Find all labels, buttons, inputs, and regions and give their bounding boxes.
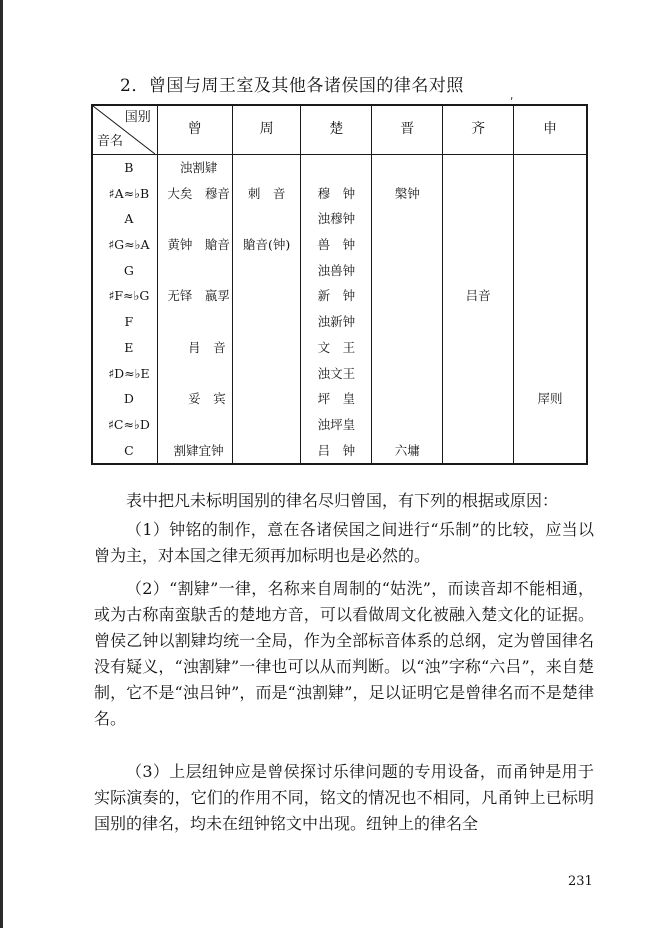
table-cell-shen bbox=[514, 309, 587, 335]
table-cell-shen: 屖则 bbox=[514, 386, 587, 412]
table-cell-note: F bbox=[92, 309, 157, 335]
table-cell-zhou bbox=[232, 386, 301, 412]
table-cell-qi bbox=[443, 361, 514, 387]
table-cell-note: G bbox=[92, 258, 157, 284]
table-cell-shen bbox=[514, 181, 587, 207]
col-header-qi: 齐 bbox=[443, 105, 514, 155]
table-cell-zhou bbox=[232, 335, 301, 361]
col-header-jin: 晋 bbox=[372, 105, 443, 155]
table-cell-chu: 坪 皇 bbox=[301, 386, 372, 412]
table-cell-qi bbox=[443, 309, 514, 335]
page-number: 231 bbox=[568, 874, 593, 889]
table-cell-qi bbox=[443, 206, 514, 232]
table-cell-zeng bbox=[157, 412, 232, 438]
table-cell-shen bbox=[514, 438, 587, 465]
table-cell-chu: 浊兽钟 bbox=[301, 258, 372, 284]
paragraph-intro: 表中把凡未标明国别的律名尽归曾国，有下列的根据或原因： bbox=[126, 491, 559, 510]
table-header-row bbox=[92, 105, 587, 155]
table-cell-qi bbox=[443, 181, 514, 207]
table-cell-zhou bbox=[232, 258, 301, 284]
table-cell-note: C bbox=[92, 438, 157, 465]
pitch-name-table bbox=[91, 104, 588, 465]
table-cell-note: B bbox=[92, 155, 157, 181]
table-row bbox=[92, 309, 587, 335]
table-cell-zeng: 妥 宾 bbox=[157, 386, 232, 412]
table-cell-zhou: 刺 音 bbox=[232, 181, 301, 207]
table-row bbox=[92, 258, 587, 284]
table-cell-note: ♯A≈♭B bbox=[92, 181, 157, 207]
table-cell-shen bbox=[514, 361, 587, 387]
table-cell-shen bbox=[514, 412, 587, 438]
table-cell-note: ♯F≈♭G bbox=[92, 283, 157, 309]
table-cell-zhou bbox=[232, 309, 301, 335]
table-cell-jin: 槃钟 bbox=[372, 181, 443, 207]
table-cell-qi bbox=[443, 335, 514, 361]
table-cell-zhou bbox=[232, 283, 301, 309]
table-cell-qi: 吕音 bbox=[443, 283, 514, 309]
table-cell-chu: 文 王 bbox=[301, 335, 372, 361]
table-cell-zeng bbox=[157, 309, 232, 335]
table-cell-shen bbox=[514, 155, 587, 181]
table-cell-chu: 穆 钟 bbox=[301, 181, 372, 207]
table-cell-qi bbox=[443, 232, 514, 258]
table-cell-note: E bbox=[92, 335, 157, 361]
table-cell-qi bbox=[443, 386, 514, 412]
section-heading: 2．曾国与周王室及其他各诸侯国的律名对照 bbox=[120, 76, 464, 96]
header-pitch-label: 音名 bbox=[97, 134, 124, 149]
table-cell-chu: 浊穆钟 bbox=[301, 206, 372, 232]
col-header-chu: 楚 bbox=[301, 105, 372, 155]
table-cell-zeng bbox=[157, 361, 232, 387]
table-row bbox=[92, 232, 587, 258]
table-row bbox=[92, 283, 587, 309]
table-row bbox=[92, 412, 587, 438]
table-cell-shen bbox=[514, 258, 587, 284]
table-cell-jin: 六墉 bbox=[372, 438, 443, 465]
table-cell-shen bbox=[514, 335, 587, 361]
table-cell-zeng: 大矣 穆音 bbox=[157, 181, 232, 207]
table-cell-note: ♯D≈♭E bbox=[92, 361, 157, 387]
table-cell-jin bbox=[372, 258, 443, 284]
table-cell-chu: 浊文王 bbox=[301, 361, 372, 387]
paragraph-reason-2: （2）“割肄”一律，名称来自周制的“姑洗”，而读音却不能相通，或为古称南蛮鴃舌的楚地方音，可以看做周文化被融入楚文化的证据。曾侯乙钟以割肄均统一全局，作为全部标音体系的总纲，定为曾国律名没有疑义，“浊割肄”一律也可以从而判断。以“浊”字称“六吕”，来自楚制，它不是“浊吕钟”，而是“浊割肄”，足以证明它是曾律名而不是楚律名。 bbox=[94, 579, 594, 728]
table-cell-chu: 兽 钟 bbox=[301, 232, 372, 258]
table-cell-jin bbox=[372, 412, 443, 438]
table-row bbox=[92, 155, 587, 181]
table-cell-jin bbox=[372, 206, 443, 232]
table-cell-zeng: 黄钟 賶音 bbox=[157, 232, 232, 258]
table-cell-shen bbox=[514, 232, 587, 258]
table-cell-note: ♯G≈♭A bbox=[92, 232, 157, 258]
table-cell-zhou: 賶音(钟) bbox=[232, 232, 301, 258]
table-cell-zeng bbox=[157, 206, 232, 232]
table-cell-zhou bbox=[232, 412, 301, 438]
table-cell-chu: 吕 钟 bbox=[301, 438, 372, 465]
table-cell-shen bbox=[514, 283, 587, 309]
table-cell-chu: 浊新钟 bbox=[301, 309, 372, 335]
table-cell-note: D bbox=[92, 386, 157, 412]
table-cell-chu: 新 钟 bbox=[301, 283, 372, 309]
table-cell-zeng: 割肄宜钟 bbox=[157, 438, 232, 465]
table-cell-jin bbox=[372, 335, 443, 361]
table-row bbox=[92, 206, 587, 232]
table-cell-zeng: 肙 音 bbox=[157, 335, 232, 361]
header-country-label: 国别 bbox=[124, 110, 151, 125]
table-row bbox=[92, 386, 587, 412]
table-row bbox=[92, 438, 587, 465]
table-cell-jin bbox=[372, 386, 443, 412]
table-cell-qi bbox=[443, 155, 514, 181]
table-cell-jin bbox=[372, 283, 443, 309]
paragraph-reason-3: （3）上层纽钟应是曾侯探讨乐律问题的专用设备，而甬钟是用于实际演奏的，它们的作用不同，铭文的情况也不相同，凡甬钟上已标明国别的律名，均未在纽钟铭文中出现。纽钟上的律名全 bbox=[94, 762, 594, 833]
table-cell-jin bbox=[372, 155, 443, 181]
table-cell-qi bbox=[443, 438, 514, 465]
table-cell-jin bbox=[372, 309, 443, 335]
table-cell-chu bbox=[301, 155, 372, 181]
table-cell-zhou bbox=[232, 206, 301, 232]
table-cell-zhou bbox=[232, 155, 301, 181]
table-cell-qi bbox=[443, 258, 514, 284]
table-cell-zeng: 无铎 嬴孠 bbox=[157, 283, 232, 309]
table-cell-chu: 浊坪皇 bbox=[301, 412, 372, 438]
table-cell-zhou bbox=[232, 361, 301, 387]
table-cell-zeng: 浊割肄 bbox=[157, 155, 232, 181]
table-cell-qi bbox=[443, 412, 514, 438]
col-header-shen: 申 bbox=[514, 105, 587, 155]
table-cell-note: ♯C≈♭D bbox=[92, 412, 157, 438]
pencil-mark: ʹ bbox=[510, 96, 514, 110]
table-cell-zhou bbox=[232, 438, 301, 465]
table-cell-jin bbox=[372, 361, 443, 387]
col-header-zhou: 周 bbox=[232, 105, 301, 155]
table-cell-shen bbox=[514, 206, 587, 232]
col-header-zeng: 曾 bbox=[157, 105, 232, 155]
table-row bbox=[92, 181, 587, 207]
table-cell-note: A bbox=[92, 206, 157, 232]
table-row bbox=[92, 361, 587, 387]
page-edge bbox=[0, 0, 3, 928]
diagonal-header-cell bbox=[92, 105, 157, 155]
table-cell-zeng bbox=[157, 258, 232, 284]
table-row bbox=[92, 335, 587, 361]
table-cell-jin bbox=[372, 232, 443, 258]
paragraph-reason-1: （1）钟铭的制作，意在各诸侯国之间进行“乐制”的比较，应当以曾为主，对本国之律无须再加标明也是必然的。 bbox=[94, 520, 594, 565]
